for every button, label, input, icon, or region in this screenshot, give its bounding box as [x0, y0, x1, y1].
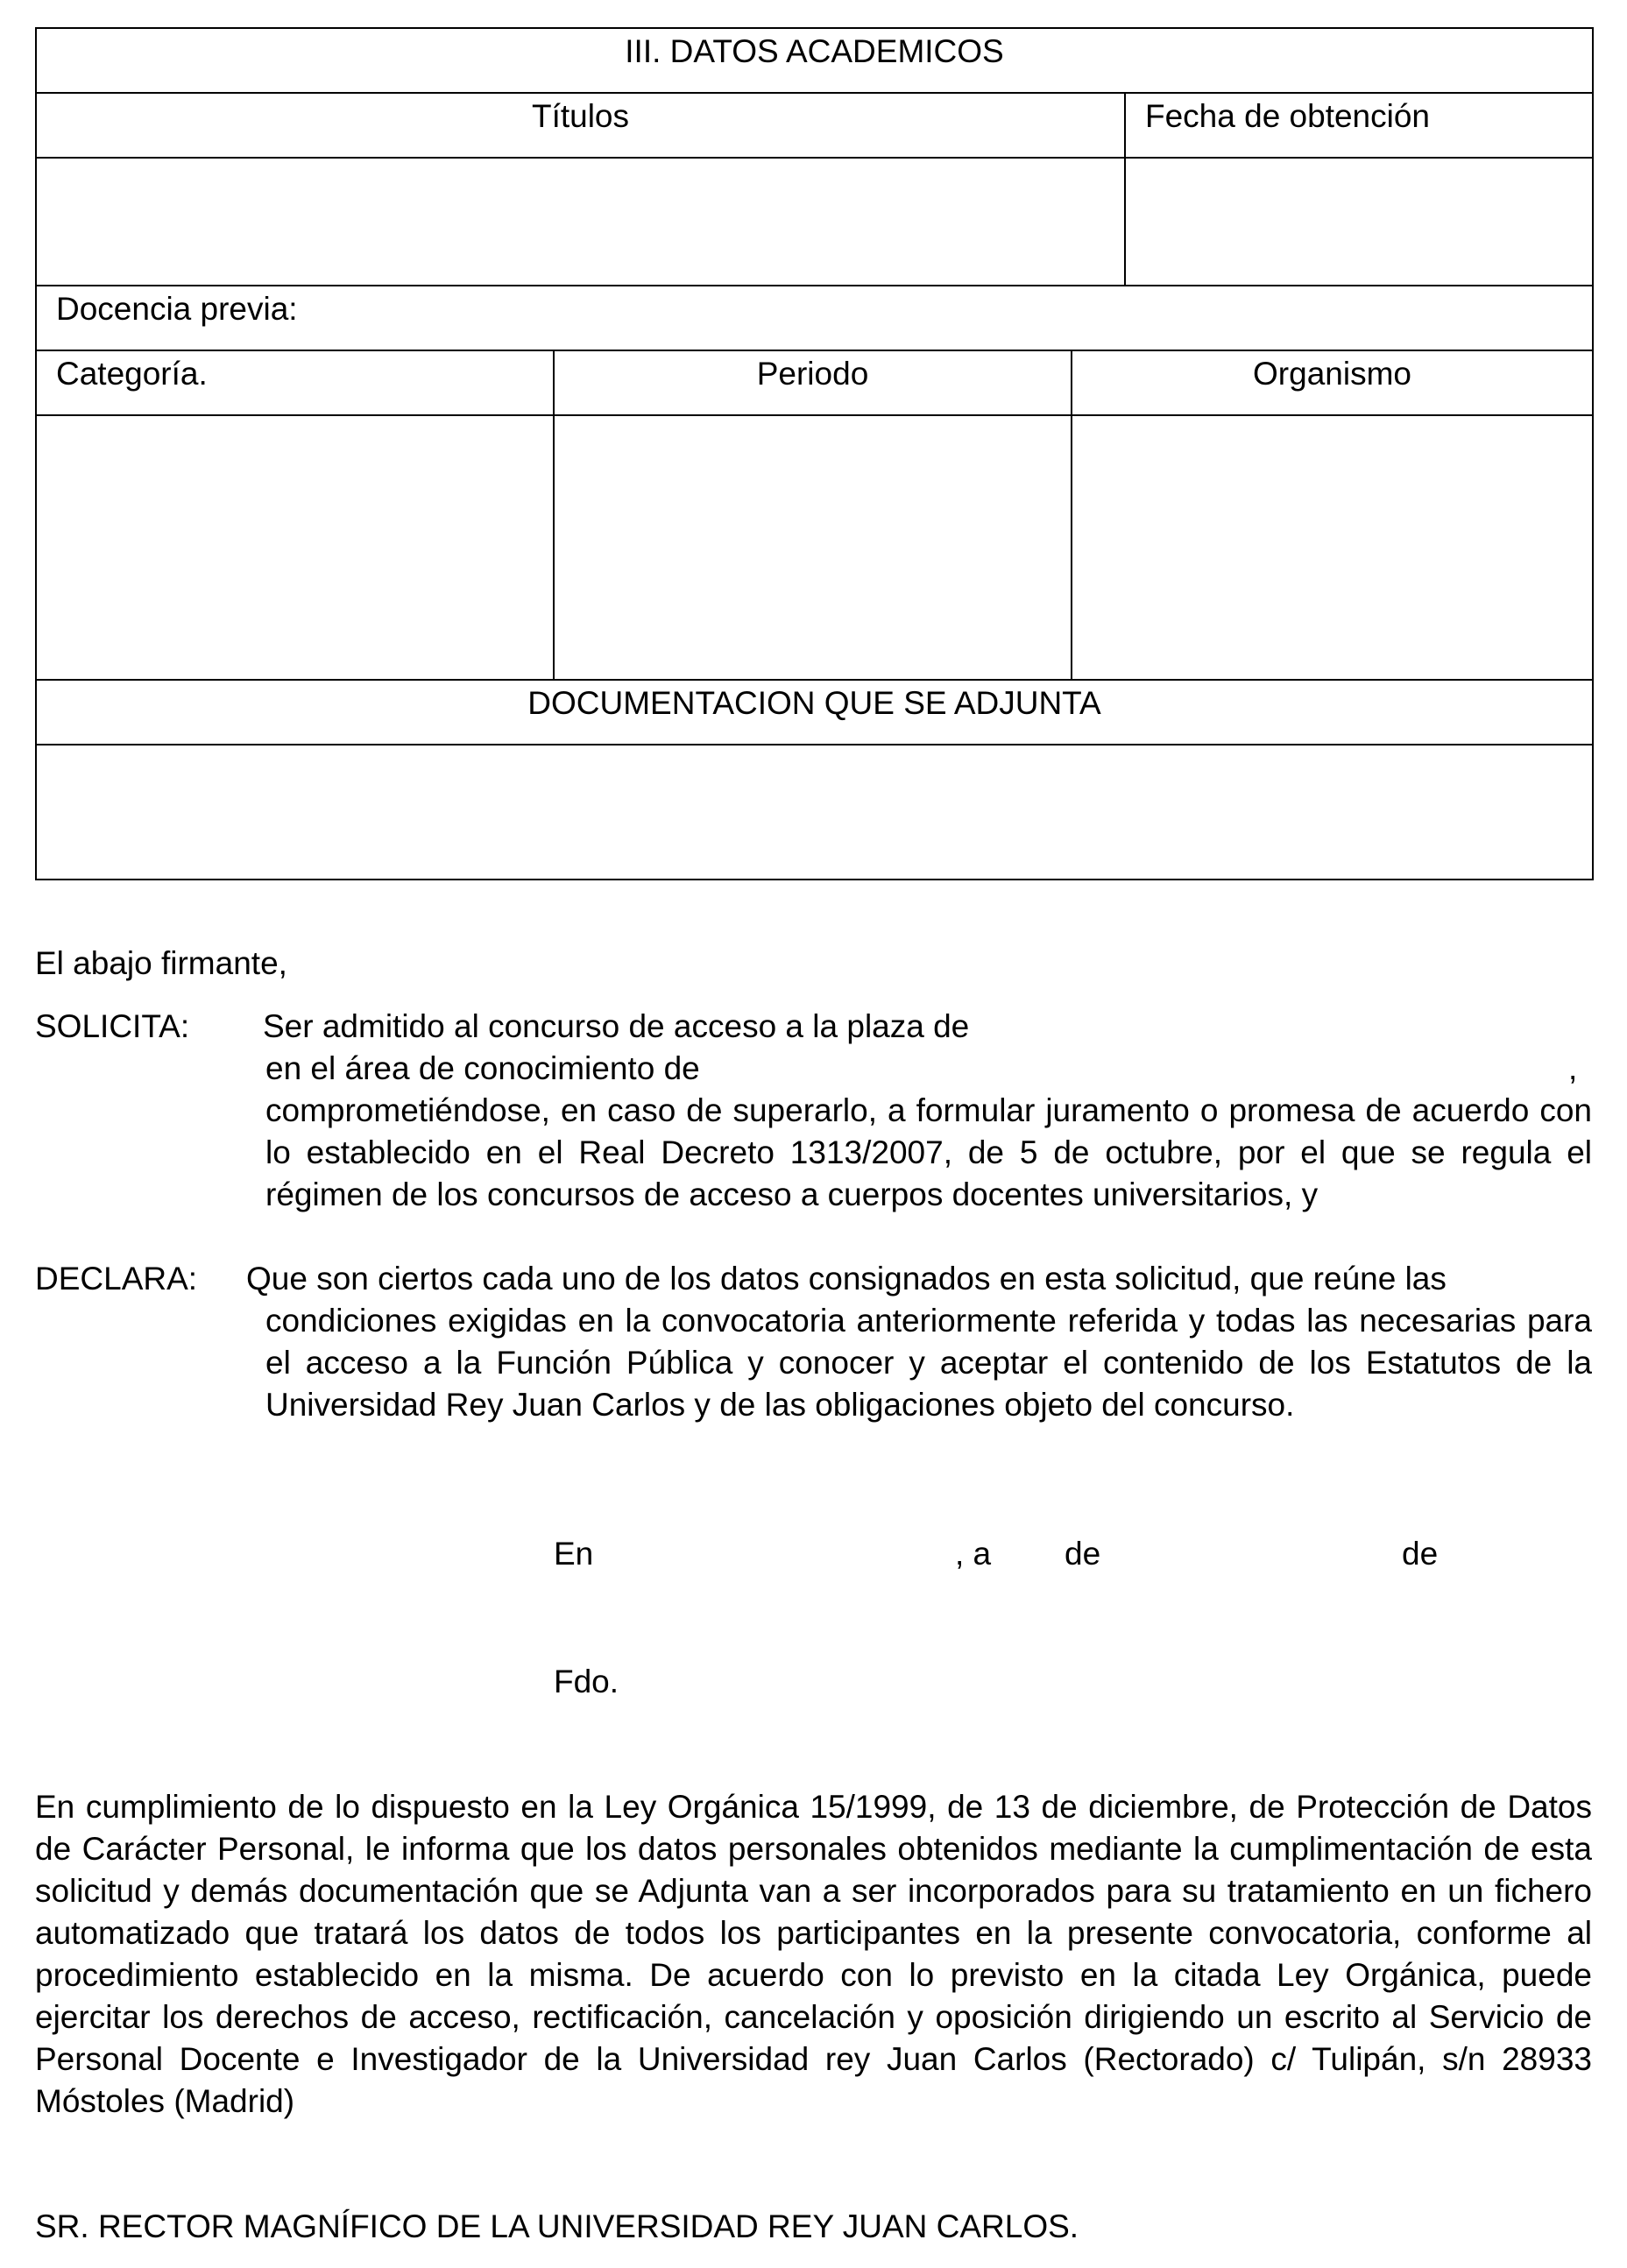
solicita-text: comprometiéndose, en caso de superarlo, a formular juramento o promesa de acuerdo con lo establecido en el Real Decreto 1313/2007, de 5 de octubre, por el que se regula el régimen de los concursos de acceso a cuerpos docentes universitarios, y — [265, 1092, 1592, 1212]
solicita-comma: , — [1568, 1050, 1578, 1086]
legal-notice-text: En cumplimiento de lo dispuesto en la Ley Orgánica 15/1999, de 13 de diciembre, de Protección de Datos de Carácter Personal, le informa que los datos personales obtenidos mediante la cumplimentación de esta solicitud y demás documentación que se Adjunta van a ser incorporados para su tratamiento en un fichero automatizado que tratará los datos de todos los participantes en la presente convocatoria, conforme al procedimiento establecido en la misma. De acuerdo con lo previsto en la citada Ley Orgánica, puede ejercitar los derechos de acceso, rectificación, cancelación y oposición dirigiendo un escrito al Servicio de Personal Docente e Investigador de la Universidad rey Juan Carlos (Rectorado) c/ Tulipán, s/n 28933 Móstoles (Madrid) — [35, 1789, 1592, 2119]
docencia-previa-label: Docencia previa: — [36, 286, 1593, 350]
signature-de-2: de — [1402, 1536, 1439, 1572]
declara-text: condiciones exigidas en la convocatoria anteriormente referida y todas las necesarias para el acceso a la Función Pública y conocer y aceptar el contenido de los Estatutos de la Universidad Rey Juan Carlos y de las obligaciones objeto del concurso. — [265, 1303, 1592, 1423]
signature-de-1: de — [1065, 1536, 1101, 1572]
fecha-obtencion-field[interactable] — [1125, 158, 1593, 286]
categoria-field[interactable] — [36, 415, 554, 680]
section-title: III. DATOS ACADEMICOS — [36, 28, 1593, 93]
declara-line1: Que son ciertos cada uno de los datos consignados en esta solicitud, que reúne las — [246, 1261, 1447, 1297]
declara-label: DECLARA: — [35, 1261, 198, 1297]
solicita-line1: Ser admitido al concurso de acceso a la plaza de — [263, 1008, 970, 1044]
signature-a: , a — [955, 1536, 992, 1572]
header-periodo: Periodo — [554, 350, 1072, 415]
organismo-field[interactable] — [1072, 415, 1593, 680]
academic-data-table — [35, 27, 1594, 880]
signature-fdo: Fdo. — [554, 1664, 619, 1699]
documentacion-title: DOCUMENTACION QUE SE ADJUNTA — [36, 680, 1593, 745]
header-organismo: Organismo — [1072, 350, 1593, 415]
header-categoria: Categoría. — [36, 350, 554, 415]
addressee: SR. RECTOR MAGNÍFICO DE LA UNIVERSIDAD REY JUAN CARLOS. — [35, 2208, 1079, 2244]
documentacion-field[interactable] — [36, 745, 1593, 880]
solicita-line2: en el área de conocimiento de — [265, 1050, 700, 1086]
signature-en: En — [554, 1536, 594, 1572]
periodo-field[interactable] — [554, 415, 1072, 680]
header-fecha-obtencion: Fecha de obtención — [1125, 93, 1593, 158]
titulos-field[interactable] — [36, 158, 1125, 286]
solicita-label: SOLICITA: — [35, 1008, 190, 1044]
intro-text: El abajo firmante, — [35, 945, 287, 981]
header-titulos: Títulos — [36, 93, 1125, 158]
legal-notice — [35, 1786, 1592, 2123]
